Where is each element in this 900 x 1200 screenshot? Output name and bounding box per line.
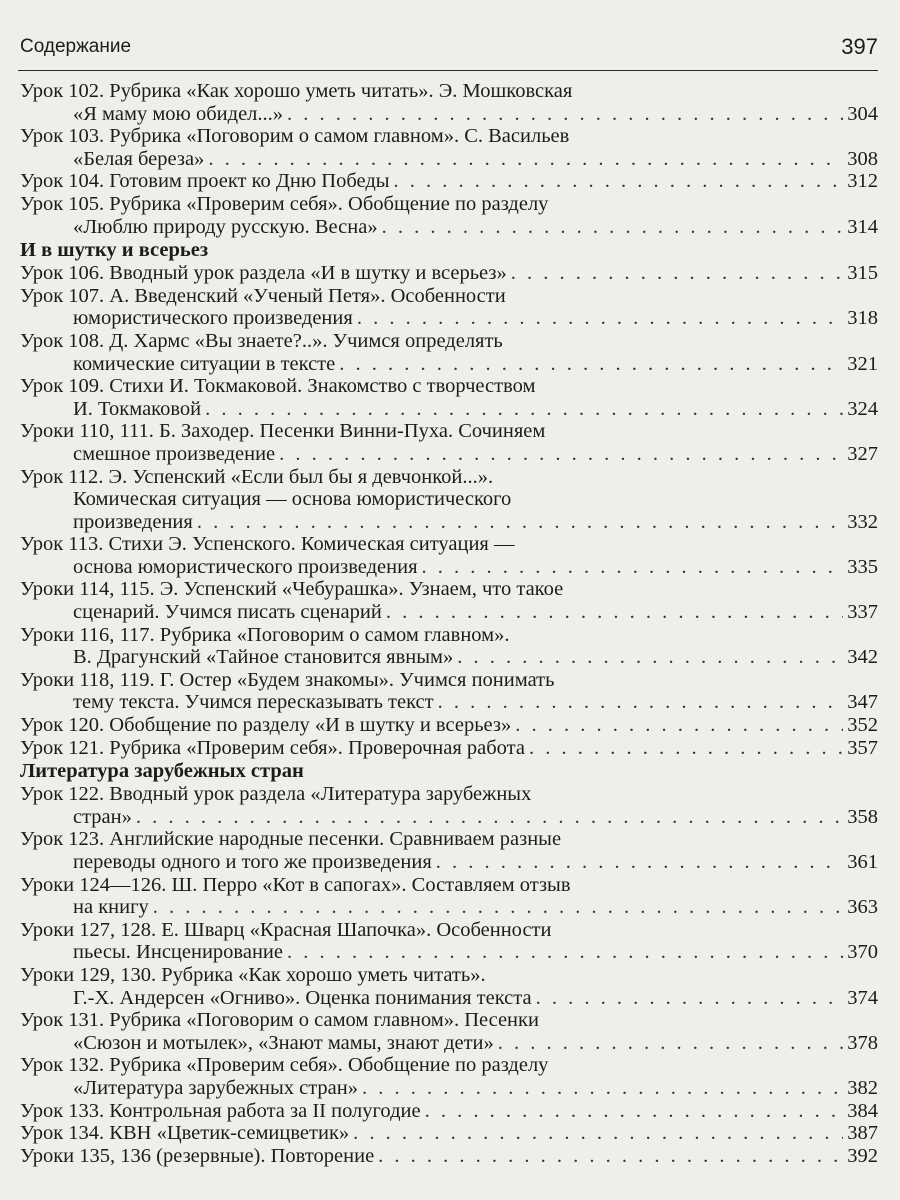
entry-page-number: 378	[847, 1031, 878, 1054]
entry-page-number: 312	[847, 170, 878, 193]
entry-text: юмористического произведения	[73, 307, 353, 330]
entry-page-number: 370	[847, 941, 878, 964]
entry-text: сценарий. Учимся писать сценарий	[73, 601, 382, 624]
entry-text: Урок 131. Рубрика «Поговорим о самом главном». Песенки	[20, 1009, 539, 1032]
entry-page-number: 382	[847, 1076, 878, 1099]
entry-text: Уроки 124—126. Ш. Перро «Кот в сапогах». Составляем отзыв	[20, 873, 571, 896]
entry-page-number: 337	[847, 601, 878, 624]
entry-text: Урок 122. Вводный урок раздела «Литература зарубежных	[20, 783, 532, 806]
entry-text: произведения	[73, 510, 193, 533]
entry-text: Уроки 135, 136 (резервные). Повторение	[20, 1144, 375, 1167]
dot-leader	[153, 896, 843, 919]
entry-page-number: 358	[847, 805, 878, 828]
entry-text: смешное произведение	[73, 442, 276, 465]
entry-text: Г.-Х. Андерсен «Огниво». Оценка понимания текста	[73, 986, 532, 1009]
page-header	[18, 36, 878, 71]
dot-leader	[382, 216, 844, 239]
entry-text: «Люблю природу русскую. Весна»	[73, 215, 378, 238]
dot-leader	[287, 941, 843, 964]
entry-text: Уроки 127, 128. Е. Шварц «Красная Шапочка». Особенности	[20, 918, 552, 941]
dot-leader	[515, 714, 843, 737]
toc-entry[interactable]	[20, 737, 878, 760]
toc-entry[interactable]	[20, 262, 878, 285]
entry-text: Урок 120. Обобщение по разделу «И в шутку и всерьез»	[20, 714, 512, 737]
entry-text: Урок 109. Стихи И. Токмаковой. Знакомство с творчеством	[20, 375, 536, 398]
entry-page-number: 347	[847, 691, 878, 714]
running-title: Содержание	[20, 36, 132, 57]
entry-text: Урок 121. Рубрика «Проверим себя». Проверочная работа	[20, 736, 525, 759]
entry-text: «Белая береза»	[73, 147, 205, 170]
dot-leader	[438, 691, 844, 714]
page-number: 397	[841, 34, 878, 59]
entry-text: В. Драгунский «Тайное становится явным»	[73, 646, 454, 669]
entry-text: И. Токмаковой	[73, 397, 202, 420]
entry-text: Урок 132. Рубрика «Проверим себя». Обобщение по разделу	[20, 1054, 549, 1077]
entry-text: переводы одного и того же произведения	[73, 851, 432, 873]
entry-text: Урок 104. Готовим проект ко Дню Победы	[20, 170, 390, 193]
toc-entry[interactable]	[20, 964, 878, 1009]
entry-text: пьесы. Инсценирование	[73, 941, 283, 964]
toc-entry[interactable]	[20, 1054, 878, 1099]
toc-entry[interactable]	[20, 80, 878, 125]
dot-leader	[378, 1145, 843, 1168]
dot-leader	[536, 987, 844, 1010]
dot-leader	[353, 1122, 843, 1145]
entry-text: Урок 134. КВН «Цветик-семицветик»	[20, 1122, 350, 1145]
dot-leader	[279, 443, 843, 466]
dot-leader	[205, 398, 843, 421]
entry-text: Урок 123. Английские народные песенки. Сравниваем разные	[20, 828, 562, 851]
toc-entry[interactable]	[20, 1122, 878, 1145]
toc-entry[interactable]	[20, 919, 878, 964]
entry-text: «Я маму мою обидел...»	[73, 102, 284, 125]
toc-entry[interactable]	[20, 170, 878, 193]
dot-leader	[136, 806, 843, 829]
toc-entry[interactable]	[20, 669, 878, 714]
dot-leader	[197, 511, 843, 534]
entry-text: Уроки 114, 115. Э. Успенский «Чебурашка». Узнаем, что такое	[20, 578, 564, 601]
dot-leader	[436, 851, 843, 874]
dot-leader	[457, 646, 843, 669]
entry-page-number: 361	[847, 851, 878, 873]
entry-page-number: 315	[847, 262, 878, 285]
toc-entry[interactable]	[20, 466, 878, 534]
entry-page-number: 314	[847, 215, 878, 238]
entry-page-number: 327	[847, 442, 878, 465]
entry-page-number: 352	[847, 714, 878, 737]
entry-text: тему текста. Учимся пересказывать текст	[73, 691, 434, 714]
toc-entry[interactable]	[20, 714, 878, 737]
dot-leader	[422, 556, 844, 579]
entry-text: Урок 133. Контрольная работа за II полугодие	[20, 1099, 421, 1122]
entry-page-number: 332	[847, 510, 878, 533]
entry-text: Уроки 116, 117. Рубрика «Поговорим о самом главном».	[20, 623, 510, 646]
dot-leader	[362, 1077, 843, 1100]
dot-leader	[511, 262, 843, 285]
entry-page-number: 357	[847, 736, 878, 759]
dot-leader	[386, 601, 843, 624]
entry-page-number: 392	[847, 1144, 878, 1167]
dot-leader	[357, 307, 843, 330]
entry-text: Комическая ситуация — основа юмористического	[73, 488, 512, 511]
entry-text: Уроки 129, 130. Рубрика «Как хорошо уметь читать».	[20, 963, 486, 986]
toc-entry[interactable]	[20, 874, 878, 919]
toc-entry[interactable]	[20, 285, 878, 330]
entry-text: Урок 113. Стихи Э. Успенского. Комическая ситуация —	[20, 533, 515, 556]
entry-text: Урок 106. Вводный урок раздела «И в шутку и всерьез»	[20, 262, 507, 285]
entry-text: «Сюзон и мотылек», «Знают мамы, знают дети»	[73, 1031, 494, 1054]
toc-entry[interactable]	[20, 1100, 878, 1123]
toc-entry[interactable]	[20, 533, 878, 578]
toc-entry[interactable]	[20, 828, 878, 873]
toc-entry[interactable]	[20, 1009, 878, 1054]
entry-page-number: 387	[847, 1122, 878, 1145]
entry-text: Урок 108. Д. Хармс «Вы знаете?..». Учимся определять	[20, 329, 503, 352]
entry-page-number: 308	[847, 147, 878, 170]
entry-page-number: 384	[847, 1099, 878, 1122]
toc-entry[interactable]	[20, 624, 878, 669]
dot-leader	[498, 1032, 843, 1055]
section-heading: И в шутку и всерьез	[20, 239, 209, 262]
entry-page-number: 363	[847, 896, 878, 919]
entry-page-number: 304	[847, 102, 878, 125]
entry-page-number: 318	[847, 307, 878, 330]
entry-text: комические ситуации в тексте	[73, 352, 336, 375]
toc-entry[interactable]	[20, 125, 878, 170]
dot-leader	[425, 1100, 844, 1123]
entry-text: Урок 112. Э. Успенский «Если был бы я девчонкой...».	[20, 465, 494, 488]
toc-entry[interactable]	[20, 330, 878, 375]
toc-entry[interactable]	[20, 420, 878, 465]
dot-leader	[339, 353, 843, 376]
toc-entry[interactable]	[20, 375, 878, 420]
entry-text: основа юмористического произведения	[73, 555, 418, 578]
entry-text: Уроки 118, 119. Г. Остер «Будем знакомы». Учимся понимать	[20, 668, 555, 691]
entry-page-number: 374	[847, 986, 878, 1009]
toc-entry[interactable]	[20, 578, 878, 623]
entry-text: стран»	[73, 805, 132, 828]
dot-leader	[208, 148, 843, 171]
toc-entry[interactable]	[20, 193, 878, 238]
entry-text: Урок 102. Рубрика «Как хорошо уметь читать». Э. Мошковская	[20, 80, 573, 102]
entry-text: Урок 107. А. Введенский «Ученый Петя». Особенности	[20, 284, 506, 307]
entry-text: Уроки 110, 111. Б. Заходер. Песенки Винни-Пуха. Сочиняем	[20, 420, 546, 443]
entry-page-number: 335	[847, 555, 878, 578]
toc-entry[interactable]	[20, 783, 878, 828]
toc-entry[interactable]	[20, 1145, 878, 1168]
entry-page-number: 324	[847, 397, 878, 420]
dot-leader	[287, 103, 843, 126]
entry-text: Урок 103. Рубрика «Поговорим о самом главном». С. Васильев	[20, 125, 570, 148]
entry-text: Урок 105. Рубрика «Проверим себя». Обобщение по разделу	[20, 192, 549, 215]
entry-page-number: 321	[847, 352, 878, 375]
entry-text: на книгу	[73, 896, 149, 919]
entry-text: «Литература зарубежных стран»	[73, 1076, 358, 1099]
dot-leader	[394, 170, 844, 193]
table-of-contents	[20, 80, 878, 1167]
entry-page-number: 342	[847, 646, 878, 669]
section-heading: Литература зарубежных стран	[20, 760, 304, 783]
dot-leader	[529, 737, 843, 760]
